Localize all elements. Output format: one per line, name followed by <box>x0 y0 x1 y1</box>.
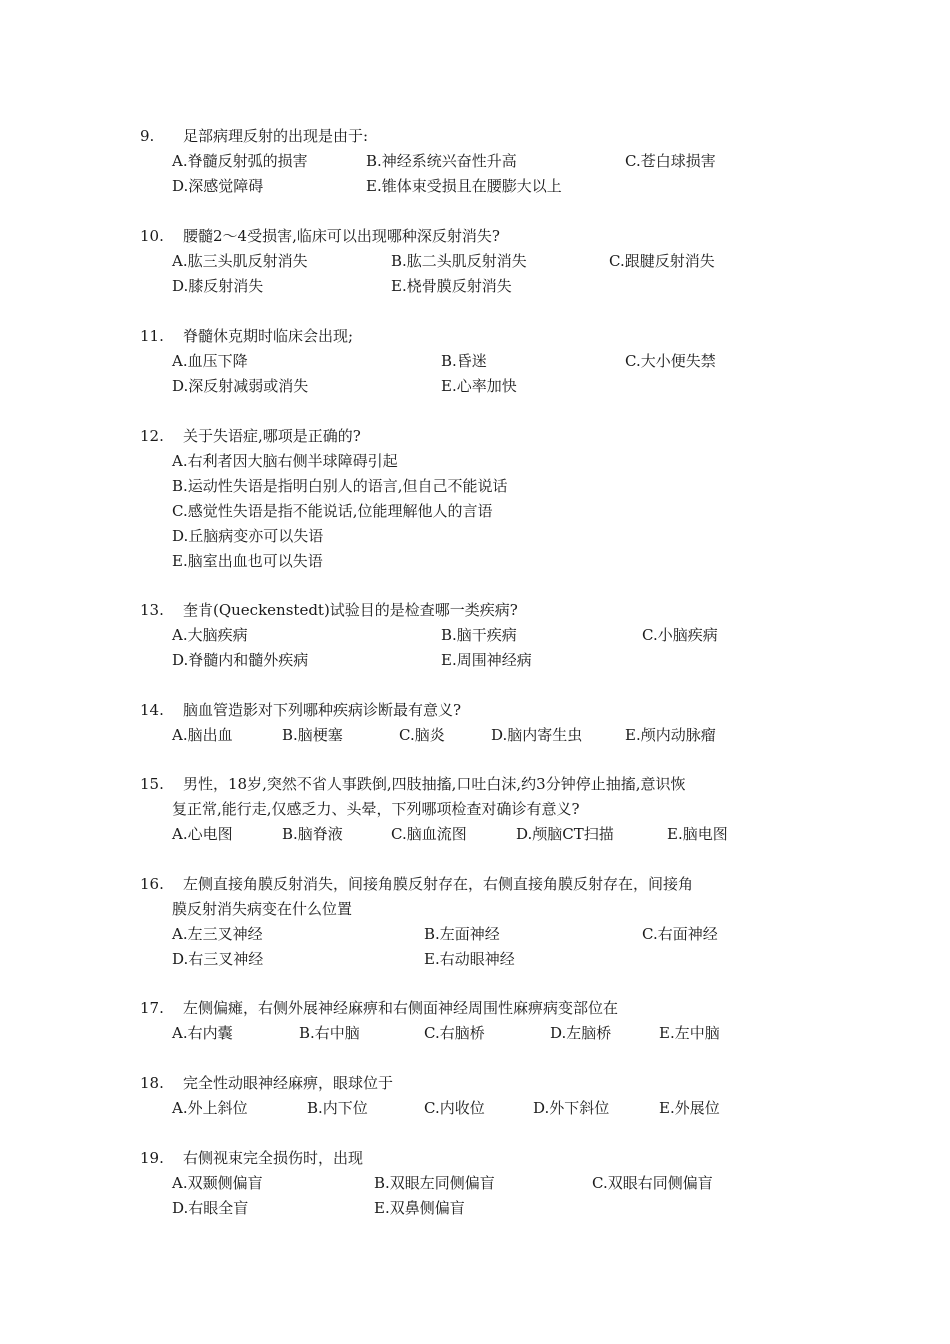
option-d: D.左脑桥 <box>550 1024 612 1042</box>
option-e: E.外展位 <box>659 1099 720 1117</box>
question-number: 18. <box>140 1074 164 1092</box>
option-b: B.脑脊液 <box>282 825 343 843</box>
option-c: C.内收位 <box>424 1099 485 1117</box>
option-d: D.右眼全盲 <box>172 1199 249 1217</box>
question-stem: 脑血管造影对下列哪种疾病诊断最有意义? <box>183 701 462 719</box>
option-c: C.右面神经 <box>642 925 718 943</box>
option-e: E.左中脑 <box>659 1024 720 1042</box>
option-d: D.深感觉障碍 <box>172 177 264 195</box>
option-e: E.脑室出血也可以失语 <box>172 552 323 570</box>
question-number: 13. <box>140 601 164 619</box>
option-c: C.小脑疾病 <box>642 626 718 644</box>
question-stem: 脊髓休克期时临床会出现; <box>183 327 354 345</box>
option-b: B.双眼左同侧偏盲 <box>374 1174 495 1192</box>
option-a: A.右利者因大脑右侧半球障碍引起 <box>172 452 398 470</box>
question-stem: 腰髓2～4受损害,临床可以出现哪种深反射消失? <box>183 227 500 245</box>
option-b: B.左面神经 <box>424 925 500 943</box>
option-c: C.苍白球损害 <box>625 152 716 170</box>
option-c: C.大小便失禁 <box>625 352 716 370</box>
option-a: A.大脑疾病 <box>172 626 248 644</box>
option-a: A.脊髓反射弧的损害 <box>172 152 308 170</box>
option-b: B.脑梗塞 <box>282 726 343 744</box>
option-b: B.肱二头肌反射消失 <box>391 252 527 270</box>
option-b: B.昏迷 <box>441 352 487 370</box>
option-b: B.内下位 <box>307 1099 368 1117</box>
option-d: D.丘脑病变亦可以失语 <box>172 527 324 545</box>
question-stem-continued: 复正常,能行走,仅感乏力、头晕，下列哪项检查对确诊有意义? <box>172 800 580 818</box>
question-number: 10. <box>140 227 164 245</box>
option-e: E.双鼻侧偏盲 <box>374 1199 465 1217</box>
option-b: B.右中脑 <box>299 1024 360 1042</box>
option-e: E.桡骨膜反射消失 <box>391 277 512 295</box>
option-d: D.脊髓内和髓外疾病 <box>172 651 309 669</box>
question-number: 19. <box>140 1149 164 1167</box>
option-e: E.心率加快 <box>441 377 517 395</box>
option-d: D.脑内寄生虫 <box>491 726 583 744</box>
question-number: 16. <box>140 875 164 893</box>
option-b: B.运动性失语是指明白别人的语言,但自己不能说话 <box>172 477 508 495</box>
question-number: 12. <box>140 427 164 445</box>
option-a: A.心电图 <box>172 825 233 843</box>
option-a: A.血压下降 <box>172 352 248 370</box>
question-stem: 奎肯(Queckenstedt)试验目的是检查哪一类疾病? <box>183 601 518 619</box>
option-c: C.感觉性失语是指不能说话,位能理解他人的言语 <box>172 502 493 520</box>
option-d: D.深反射减弱或消失 <box>172 377 309 395</box>
question-stem: 关于失语症,哪项是正确的? <box>183 427 361 445</box>
question-number: 14. <box>140 701 164 719</box>
question-stem: 左侧直接角膜反射消失，间接角膜反射存在，右侧直接角膜反射存在，间接角 <box>183 875 694 893</box>
option-d: D.右三叉神经 <box>172 950 264 968</box>
option-d: D.外下斜位 <box>533 1099 610 1117</box>
option-b: B.脑干疾病 <box>441 626 517 644</box>
question-number: 11. <box>140 327 164 345</box>
option-b: B.神经系统兴奋性升高 <box>366 152 517 170</box>
option-e: E.右动眼神经 <box>424 950 515 968</box>
question-stem: 完全性动眼神经麻痹，眼球位于 <box>183 1074 394 1092</box>
option-d: D.颅脑CT扫描 <box>516 825 614 843</box>
option-c: C.双眼右同侧偏盲 <box>592 1174 713 1192</box>
question-number: 9. <box>140 127 155 145</box>
option-a: A.脑出血 <box>172 726 233 744</box>
option-a: A.双颞侧偏盲 <box>172 1174 263 1192</box>
option-e: E.脑电图 <box>667 825 728 843</box>
option-e: E.颅内动脉瘤 <box>625 726 716 744</box>
option-e: E.周围神经病 <box>441 651 532 669</box>
option-c: C.跟腱反射消失 <box>609 252 715 270</box>
option-a: A.肱三头肌反射消失 <box>172 252 308 270</box>
option-c: C.右脑桥 <box>424 1024 485 1042</box>
question-stem: 足部病理反射的出现是由于: <box>183 127 369 145</box>
question-stem: 右侧视束完全损伤时，出现 <box>183 1149 364 1167</box>
question-stem: 男性，18岁,突然不省人事跌倒,四肢抽搐,口吐白沫,约3分钟停止抽搐,意识恢 <box>183 775 686 793</box>
option-d: D.膝反射消失 <box>172 277 264 295</box>
question-stem-continued: 膜反射消失病变在什么位置 <box>172 900 353 918</box>
question-stem: 左侧偏瘫，右侧外展神经麻痹和右侧面神经周围性麻痹病变部位在 <box>183 999 619 1017</box>
option-c: C.脑血流图 <box>391 825 467 843</box>
option-a: A.左三叉神经 <box>172 925 263 943</box>
option-c: C.脑炎 <box>399 726 445 744</box>
question-number: 15. <box>140 775 164 793</box>
option-e: E.锥体束受损且在腰膨大以上 <box>366 177 562 195</box>
question-number: 17. <box>140 999 164 1017</box>
option-a: A.外上斜位 <box>172 1099 248 1117</box>
option-a: A.右内囊 <box>172 1024 233 1042</box>
